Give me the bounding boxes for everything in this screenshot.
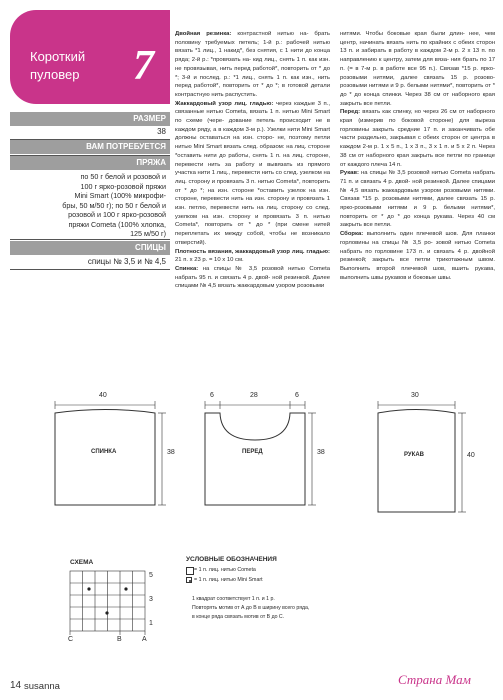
section-heading: Сборка: xyxy=(340,231,364,238)
paragraph: вязать как спинку, но через 26 см от наборного края (измерив по боковой стороне) для выреза горловины закрыть средние 17 п. и заканчивать обе части раздельно, закрывая с обеих сторон от центра в каждом 2-м р. 1 х 5 п., 1 х 3 п., 3 х 1 п. и 5 х 2 п. Через 38 см от наборного края закрыть все петли по границе от каждого плеча 14 п. xyxy=(340,109,495,168)
sleeve-width-label: 30 xyxy=(411,392,419,399)
yarn-line: 100 г ярко-розовой пряжи xyxy=(80,181,166,191)
instructions-column-1 xyxy=(175,30,330,291)
title-line-2: пуловер xyxy=(30,67,80,82)
needs-heading: ВАМ ПОТРЕБУЕТСЯ xyxy=(10,140,170,154)
sleeve-piece-label: РУКАВ xyxy=(404,452,424,458)
paragraph: нитями. Чтобы боковые края были длин- нее, чем центр, начинать вязать нить по крайних с обеих сторон 13 п. и забирать в работу в каждом 2-м р. 2 х 13 п. по направлению к центру, затем для вяза- ния брать по 17 п. (= в 7-м р. в работе все 95 п.). Связав *15 р. ярко-розовыми нитями, далее связать 15 р. розово-розовыми нитями и 9 р. белыми нитями*, повторить от * до * до конца спинки. Через 38 см от наборного края закрыть все петли. xyxy=(340,31,495,107)
sleeve-outline xyxy=(378,410,455,513)
instructions-column-2 xyxy=(340,30,495,282)
section-heading: Рукав: xyxy=(340,170,360,177)
needles-value: спицы № 3,5 и № 4,5 xyxy=(87,257,166,266)
back-width-label: 40 xyxy=(99,392,107,399)
yarn-line: Mini Smart (100% микрофи- xyxy=(74,191,166,200)
size-heading: РАЗМЕР xyxy=(10,112,170,126)
paragraph: через каждые 3 п., связанные нитью Cometa, вязать 1 п. нитью Mini Smart по схеме (чере- дование петель происходит не в каждом ряду, а в каждом 3-м р.). Узелки нити Mini Smart должны оставаться на изн. сторо- не, поэтому петли нитью Mini Smart вязать след. образом: на лиц. стороне *оставить нити до работы, снять 1 п. на лиц. стороне, перевести нить за работу и вывязать из прямого участка нити 1 лиц., перевести нить со след. узелком на лиц. сторону и провязать 3 п. нитью Cometa*, повторить от * до *; на изн. стороне *оставить узелок на изн. стороне, перевести нить на изн. сторону и провязать 1 изн. петлю, перевести нить на лиц. сторону со след. узелком на изн. сторону и провязать 3 п. нитью Cometa*, повторить от * до * (при смене нитей переплетать их между собой, чтобы не возникало отверстий). xyxy=(175,100,330,246)
front-shoulder-label: 6 xyxy=(210,392,214,399)
site-watermark: Страна Мам xyxy=(398,672,471,687)
mini-smart-stitch xyxy=(105,611,108,614)
chart-col-label: C xyxy=(68,636,74,643)
cometa-swatch xyxy=(186,567,194,575)
paragraph: на спицы № 3,5 розовой нитью Cometa набрать 71 п. и связать 4 р. двой- ной резинкой. Далее спицами № 4,5 вязать жаккардовым узором розовыми нитями. Связав *15 р. розовыми нитями, далее связать 15 р. ярко-розовыми нитями и 9 р. белыми нитями*, повторить от * до * до конца рукава. Через 40 см закрыть все петли. xyxy=(340,170,496,229)
yarn-line: 125 м/50 г) xyxy=(130,229,166,238)
chart-grid xyxy=(70,571,145,631)
size-value: 38 xyxy=(157,127,166,136)
pattern-number: 7 xyxy=(133,43,154,89)
divider xyxy=(10,239,170,240)
yarn-line: по 50 г белой и розовой и xyxy=(80,172,166,181)
mini-smart-stitch xyxy=(87,587,90,590)
garment-schematics xyxy=(0,380,503,545)
paragraph: выполнить один плечевой шов. Для планки горловины на спицы № 3,5 ро- зовой нитью Cometa набрать по горловине 173 п. и связать 4 р. двойной резинкой; закрыть все петли трикотажным швом. Выполнить второй плечевой шов, вшить рукава, выполнить швы рукавов и боковые швы. xyxy=(340,231,495,281)
chart-col-label: B xyxy=(117,636,122,643)
section-heading: Спинка: xyxy=(175,265,199,272)
legend-note: в конце ряда связать мотив от B до C. xyxy=(192,614,285,620)
paragraph: контрастной нитью на- брать половину требуемых петель; 1-й р.: рабочей нитью вязать *1 лиц., 1 накид*, без снятия, с 1 нити до конца ряда; 2-й р.: *провязать на- кид лиц., снять 1 п. как изн. не провязывая, нить перед работой*, повторить от * до *; 3-й и послед. р.: *1 лиц., снять 1 п. как изн., нить перед работой*, повторить от * до *; в готовой детали контрастную нить распустить. xyxy=(175,31,330,98)
front-piece-label: ПЕРЕД xyxy=(242,449,263,455)
chart-col-label: A xyxy=(142,636,147,643)
title-line-1: Короткий xyxy=(30,49,86,64)
paragraph: 21 п. х 23 р. = 10 х 10 см. xyxy=(175,257,244,264)
section-heading: Жаккардовый узор лиц. гладью: xyxy=(175,100,274,107)
sleeve-height-label: 40 xyxy=(467,452,475,459)
chart-title: СХЕМА xyxy=(70,559,94,566)
paragraph: на спицы № 3,5 розовой нитью Cometa набрать 95 п. и связать 4 р. двой- ной резинкой. Далее спицами № 4,5 вязать жаккардовым узором розовыми xyxy=(175,265,330,290)
legend-item-mini-smart: = 1 п. лиц. нитью Mini Smart xyxy=(194,577,263,583)
front-height-label: 38 xyxy=(317,449,325,456)
mini-smart-stitch xyxy=(124,587,127,590)
divider xyxy=(10,269,170,270)
yarn-line: розовой и 100 г ярко-розовой xyxy=(68,210,166,219)
needles-heading: СПИЦЫ xyxy=(10,241,170,255)
legend-title: УСЛОВНЫЕ ОБОЗНАЧЕНИЯ xyxy=(186,556,277,563)
section-heading: Двойная резинка: xyxy=(175,31,232,37)
pattern-title xyxy=(30,48,120,84)
back-height-label: 38 xyxy=(167,449,175,456)
chart-row-label: 3 xyxy=(149,596,153,603)
section-heading: Плотность вязания, жаккардовый узор лиц. гладью: xyxy=(175,248,330,255)
back-piece-label: СПИНКА xyxy=(91,449,117,455)
legend-note: Повторять мотив от А до B в ширину всего ряда, xyxy=(192,605,310,611)
yarn-heading: ПРЯЖА xyxy=(10,156,170,170)
page-number: 14 xyxy=(10,680,22,691)
front-shoulder-label: 6 xyxy=(295,392,299,399)
back-outline xyxy=(55,410,155,506)
chart-row-label: 5 xyxy=(149,572,153,579)
legend-item-cometa: = 1 п. лиц. нитью Cometa xyxy=(194,567,256,573)
chart-row-label: 1 xyxy=(149,620,153,627)
mini-smart-swatch xyxy=(186,577,192,583)
legend-note: 1 квадрат соответствует 1 п. и 1 р. xyxy=(192,596,275,602)
yarn-description xyxy=(10,172,170,239)
front-outline xyxy=(205,413,305,505)
magazine-name: susanna xyxy=(24,681,60,692)
front-neck-label: 28 xyxy=(250,392,258,399)
yarn-line: бры, 50 м/50 г); по 50 г белой и xyxy=(62,200,166,210)
section-heading: Перед: xyxy=(340,109,361,116)
yarn-line: пряжи Cometa (100% хлопка, xyxy=(68,219,166,229)
